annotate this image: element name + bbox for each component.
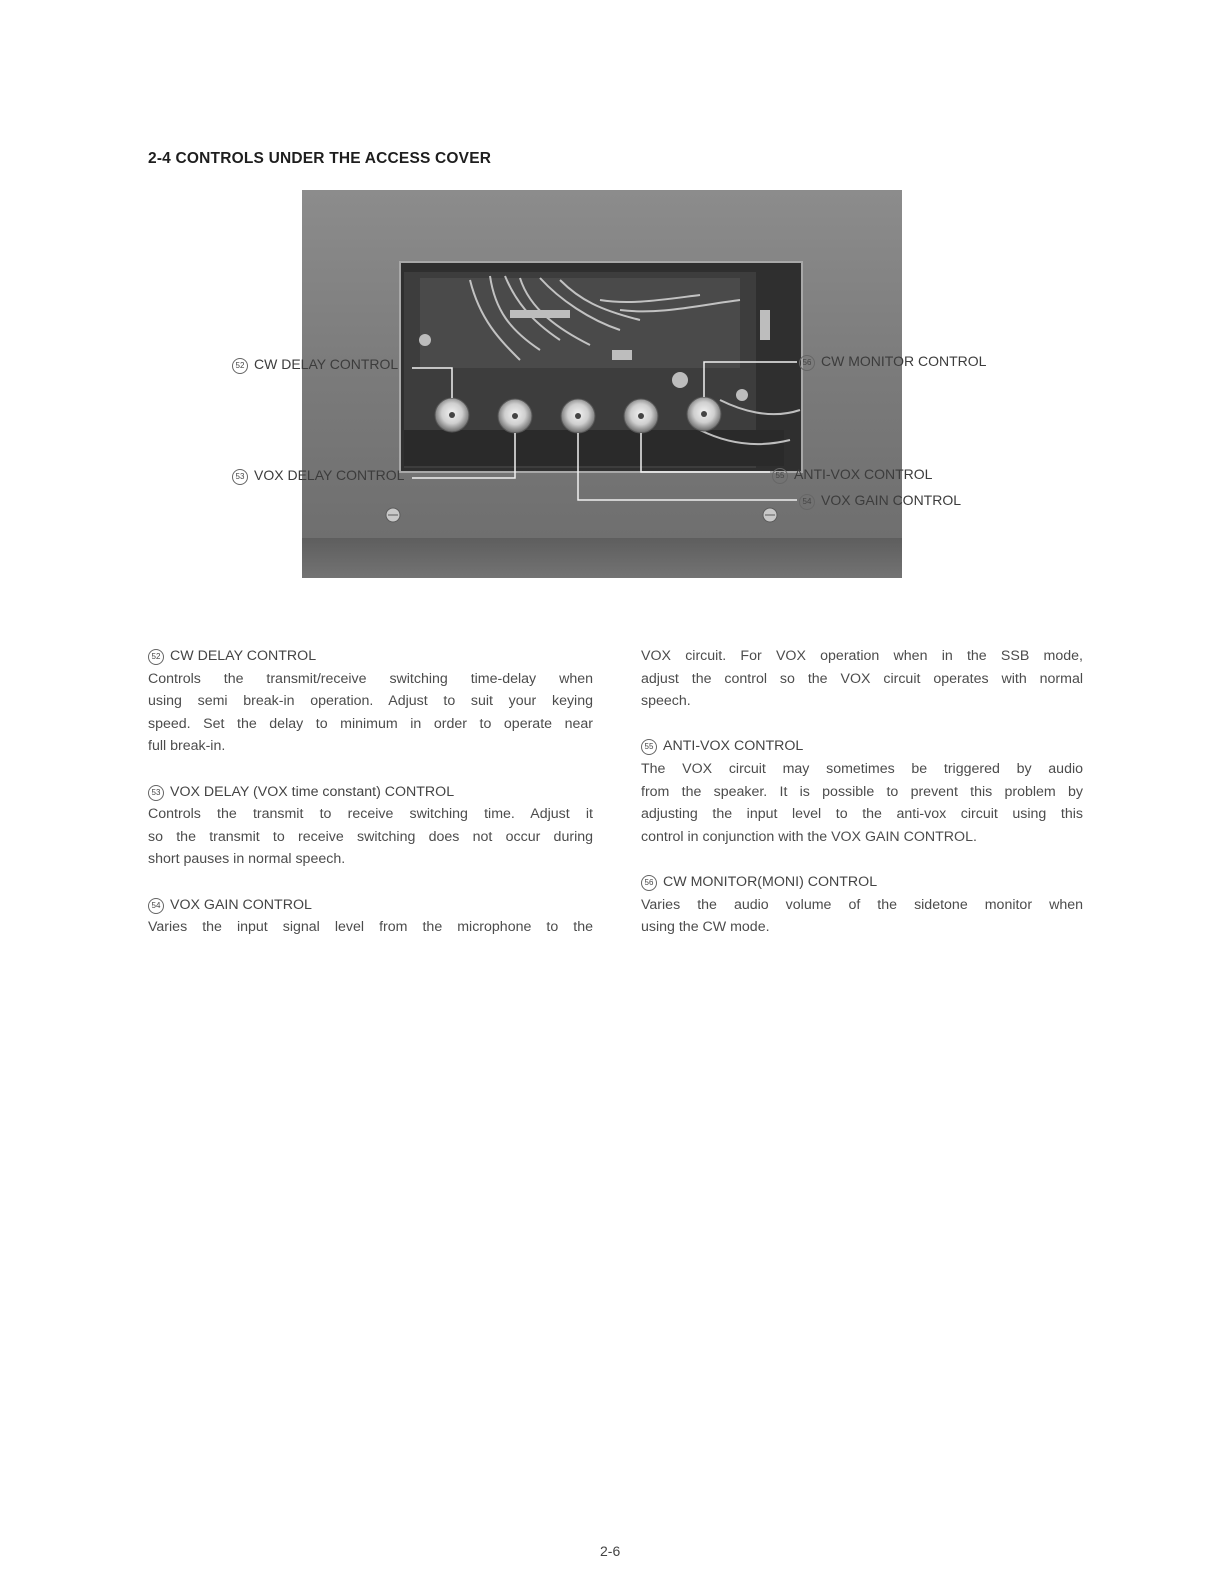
item-number: 56 [641,875,657,891]
vox-gain-line: speech. [641,693,691,710]
page-number: 2-6 [600,1543,621,1559]
cw-monitor-heading: 56 CW MONITOR(MONI) CONTROL [641,871,1083,894]
anti-vox-line: from the speaker. It is possible to prevent this problem by [641,783,1083,800]
cw-delay-heading: 52 CW DELAY CONTROL [148,645,593,668]
vox-delay-heading: 53 VOX DELAY (VOX time constant) CONTROL [148,781,593,804]
vox-delay-line: Controls the transmit to receive switching time. Adjust it [148,806,593,823]
right-column [641,645,1083,939]
left-column [148,645,593,939]
access-cover-photo [0,0,1225,620]
item-number: 53 [148,785,164,801]
item-number: 52 [148,649,164,665]
anti-vox-line: adjusting the input level to the anti-vox circuit using this [641,806,1083,823]
cw-delay-line: full break-in. [148,738,226,755]
callout-cw-monitor: 56 CW MONITOR CONTROL [799,353,986,371]
access-cover-figure [0,0,1225,620]
callout-anti-vox: 55 ANTI-VOX CONTROL [772,466,932,484]
vox-gain-heading: 54 VOX GAIN CONTROL [148,894,593,917]
vox-delay-line: so the transmit to receive switching does not occur during [148,828,593,845]
vox-delay-line: short pauses in normal speech. [148,851,346,868]
cw-delay-line: speed. Set the delay to minimum in order to operate near [148,715,593,732]
callout-cw-delay: 52 CW DELAY CONTROL [232,356,398,374]
cw-monitor-line: using the CW mode. [641,919,770,936]
vox-gain-line: Varies the input signal level from the microphone to the [148,919,593,936]
callout-vox-gain: 54 VOX GAIN CONTROL [799,492,961,510]
section-title: 2-4 CONTROLS UNDER THE ACCESS COVER [148,150,492,167]
anti-vox-line: control in conjunction with the VOX GAIN CONTROL. [641,828,977,845]
cw-delay-line: Controls the transmit/receive switching time-delay when [148,670,593,687]
callout-vox-delay: 53 VOX DELAY CONTROL [232,467,404,485]
item-number: 54 [148,898,164,914]
vox-gain-line: adjust the control so the VOX circuit operates with normal [641,670,1083,687]
item-number: 55 [641,739,657,755]
anti-vox-line: The VOX circuit may sometimes be triggered by audio [641,760,1083,777]
vox-gain-line: VOX circuit. For VOX operation when in the SSB mode, [641,648,1083,664]
anti-vox-heading: 55 ANTI-VOX CONTROL [641,735,1083,758]
cw-monitor-line: Varies the audio volume of the sidetone monitor when [641,896,1083,913]
cw-delay-line: using semi break-in operation. Adjust to suit your keying [148,693,593,710]
